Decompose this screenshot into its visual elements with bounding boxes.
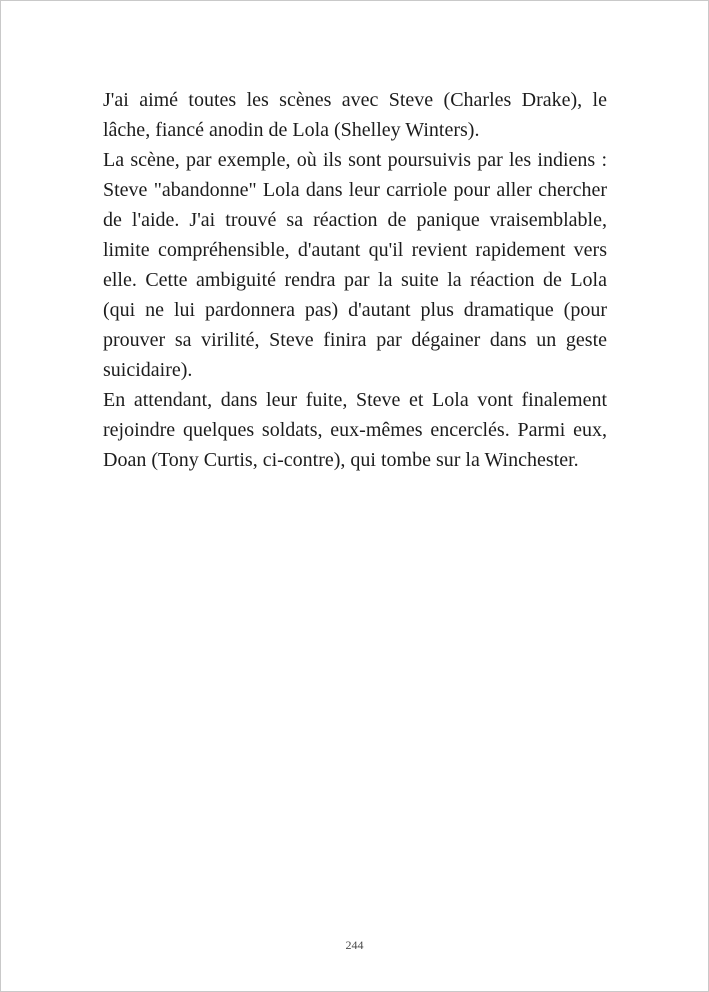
paragraph: J'ai aimé toutes les scènes avec Steve (Charles Drake), le lâche, fiancé anodin de Lola (Shelley Winters). <box>103 89 607 141</box>
text-block <box>103 85 607 475</box>
paragraph: La scène, par exemple, où ils sont poursuivis par les indiens : Steve "abandonne" Lola dans leur carriole pour aller chercher de l'aide. J'ai trouvé sa réaction de panique vraisemblable, limite compréhensible, d'autant qu'il revient rapidement vers elle. Cette ambiguité rendra par la suite la réaction de Lola (qui ne lui pardonnera pas) d'autant plus dramatique (pour prouver sa virilité, Steve finira par dégainer dans un geste suicidaire). <box>103 149 607 381</box>
paragraph: En attendant, dans leur fuite, Steve et Lola vont finalement rejoindre quelques soldats, eux-mêmes encerclés. Parmi eux, Doan (Tony Curtis, ci-contre), qui tombe sur la Winchester. <box>103 389 607 471</box>
page-number: 244 <box>345 938 364 952</box>
